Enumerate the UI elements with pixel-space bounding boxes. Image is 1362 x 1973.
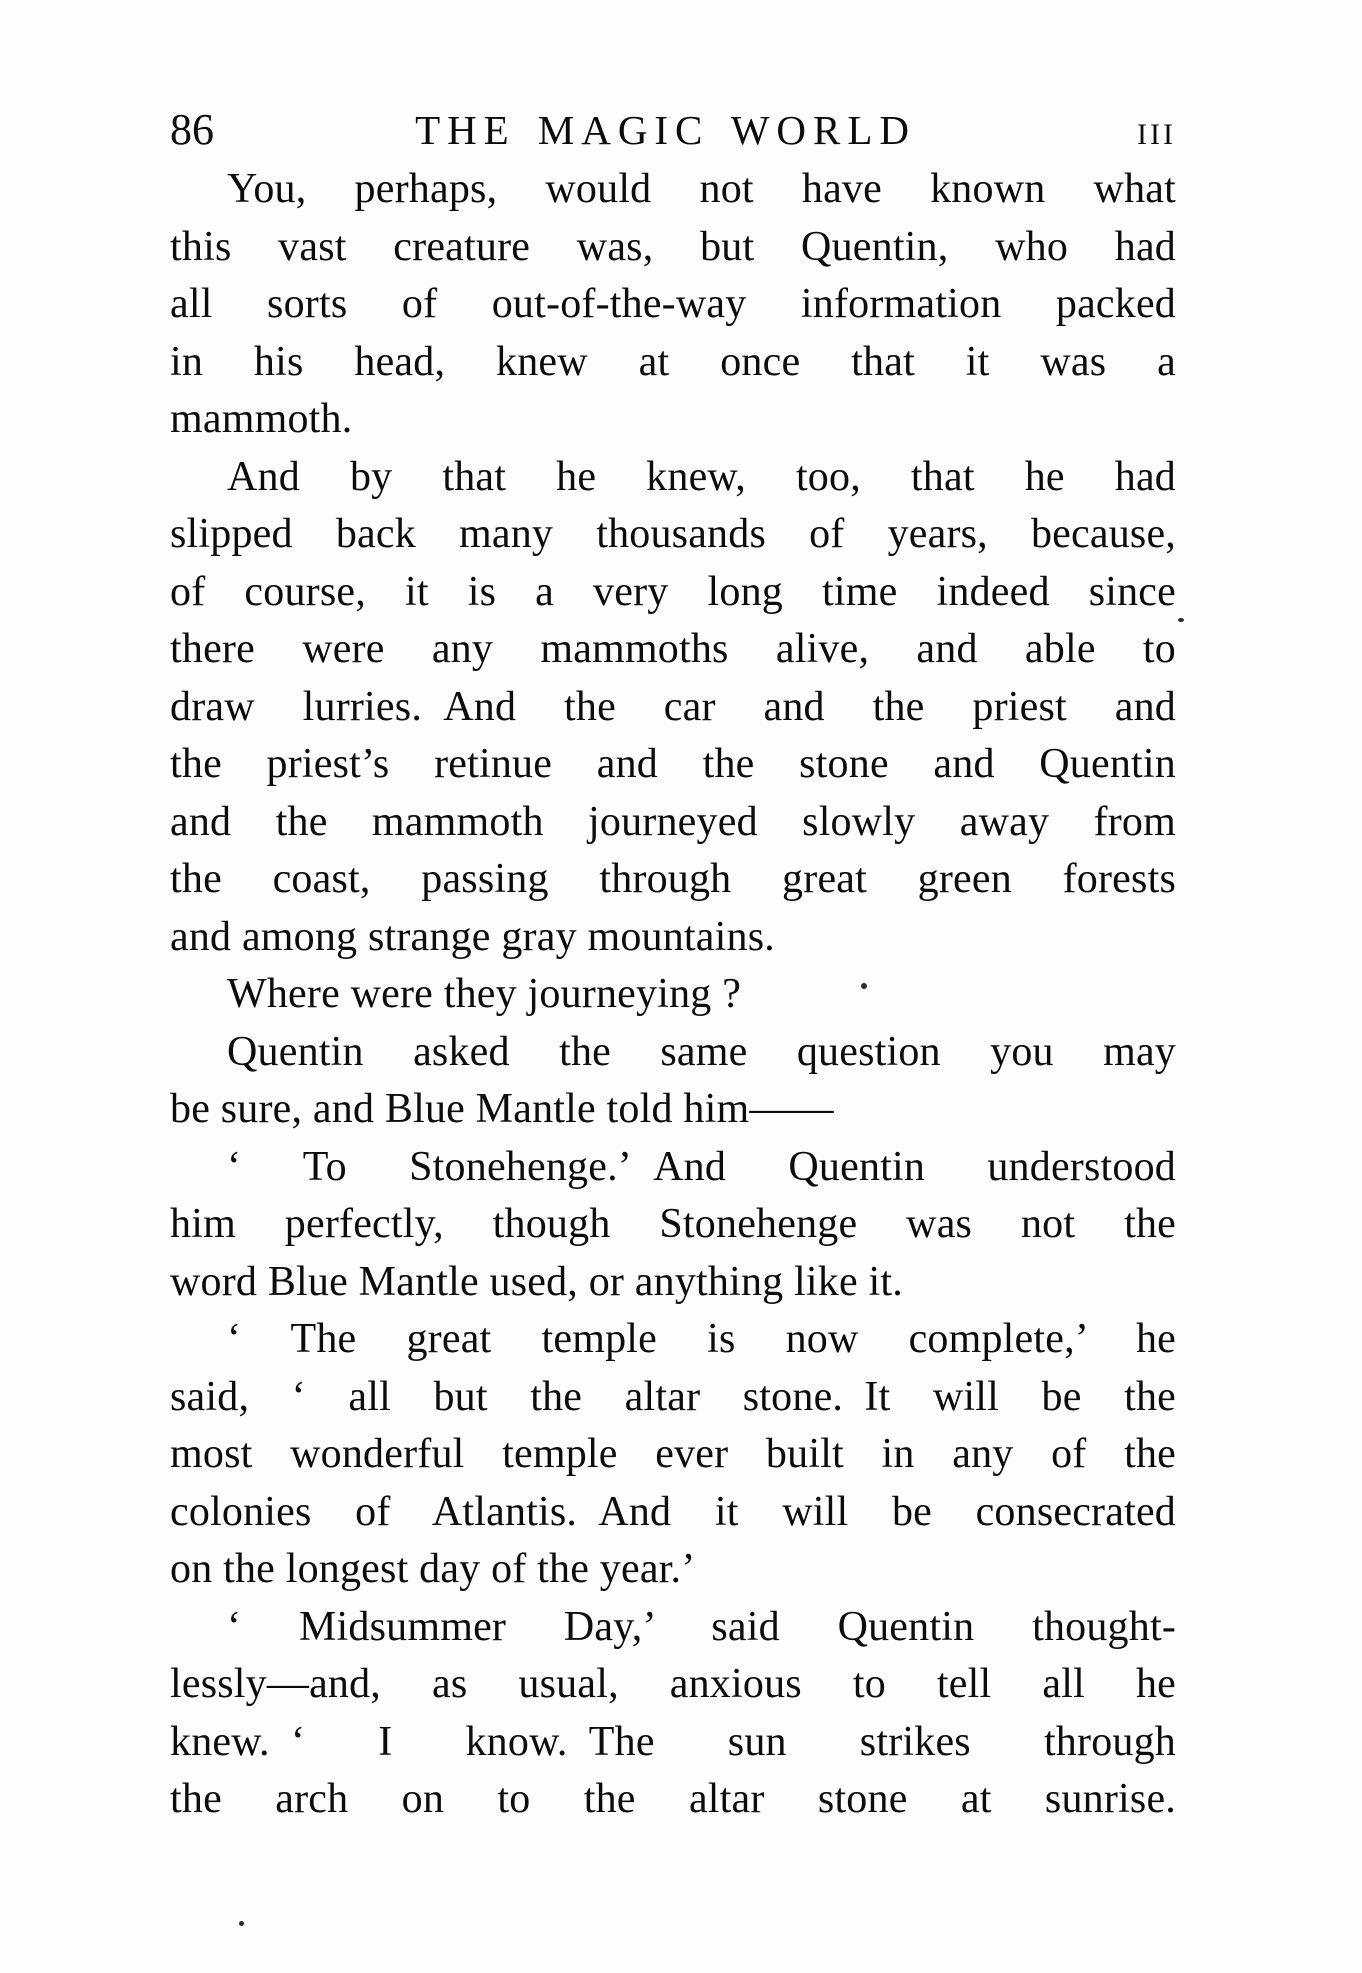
paragraph [170, 161, 1176, 449]
text-line: be sure, and Blue Mantle told him—— [170, 1086, 834, 1132]
text-line: the priest’s retinue and the stone and Quentin [170, 741, 1176, 787]
page-header [170, 104, 1176, 155]
text-line: the arch on to the altar stone at sunrise. [170, 1776, 1176, 1822]
text-line: in his head, knew at once that it was a [170, 338, 1176, 385]
text-line: colonies of Atlantis. And it will be consecrated [170, 1488, 1176, 1535]
text-line: Where were they journeying ? [227, 971, 742, 1017]
text-line: knew. ‘ I know. The sun strikes through [170, 1718, 1176, 1765]
paragraph [170, 449, 1176, 967]
running-title: THE MAGIC WORLD [415, 107, 916, 153]
text-line: ‘ The great temple is now complete,’ he [227, 1316, 1176, 1362]
body-text [170, 161, 1176, 1829]
text-line: ‘ Midsummer Day,’ said Quentin thought- [227, 1603, 1176, 1650]
text-line: ‘ To Stonehenge.’ And Quentin understood [227, 1143, 1176, 1190]
text-line: the coast, passing through great green forests [170, 856, 1176, 902]
text-line: word Blue Mantle used, or anything like it. [170, 1258, 903, 1305]
text-line: and the mammoth journeyed slowly away from [170, 798, 1176, 845]
text-line: slipped back many thousands of years, because, [170, 511, 1176, 557]
text-line: And by that he knew, too, that he had [227, 453, 1176, 500]
text-line: this vast creature was, but Quentin, who had [170, 223, 1176, 270]
text-line: mammoth. [170, 396, 353, 442]
text-line: of course, it is a very long time indeed since [170, 568, 1176, 615]
text-line: lessly—and, as usual, anxious to tell all he [170, 1661, 1176, 1707]
paragraph [170, 1024, 1176, 1139]
scan-speck [1178, 618, 1184, 622]
text-line: draw lurries. And the car and the priest and [170, 683, 1176, 730]
text-line: there were any mammoths alive, and able to [170, 626, 1176, 672]
scan-speck [239, 1921, 244, 1926]
scan-speck [861, 983, 867, 989]
paragraph [170, 966, 1176, 1024]
text-line: Quentin asked the same question you may [227, 1028, 1176, 1075]
text-line: and among strange gray mountains. [170, 913, 775, 960]
paragraph [170, 1599, 1176, 1829]
chapter-numeral: III [1137, 118, 1176, 151]
text-line: said, ‘ all but the altar stone. It will be the [170, 1373, 1176, 1420]
paragraph [170, 1139, 1176, 1312]
text-line: most wonderful temple ever built in any of the [170, 1431, 1176, 1477]
text-line: on the longest day of the year.’ [170, 1546, 696, 1592]
text-line: all sorts of out-of-the-way information packed [170, 281, 1176, 327]
text-line: him perfectly, though Stonehenge was not the [170, 1201, 1176, 1247]
text-line: You, perhaps, would not have known what [227, 166, 1176, 212]
paragraph [170, 1311, 1176, 1599]
page-number: 86 [170, 105, 214, 154]
